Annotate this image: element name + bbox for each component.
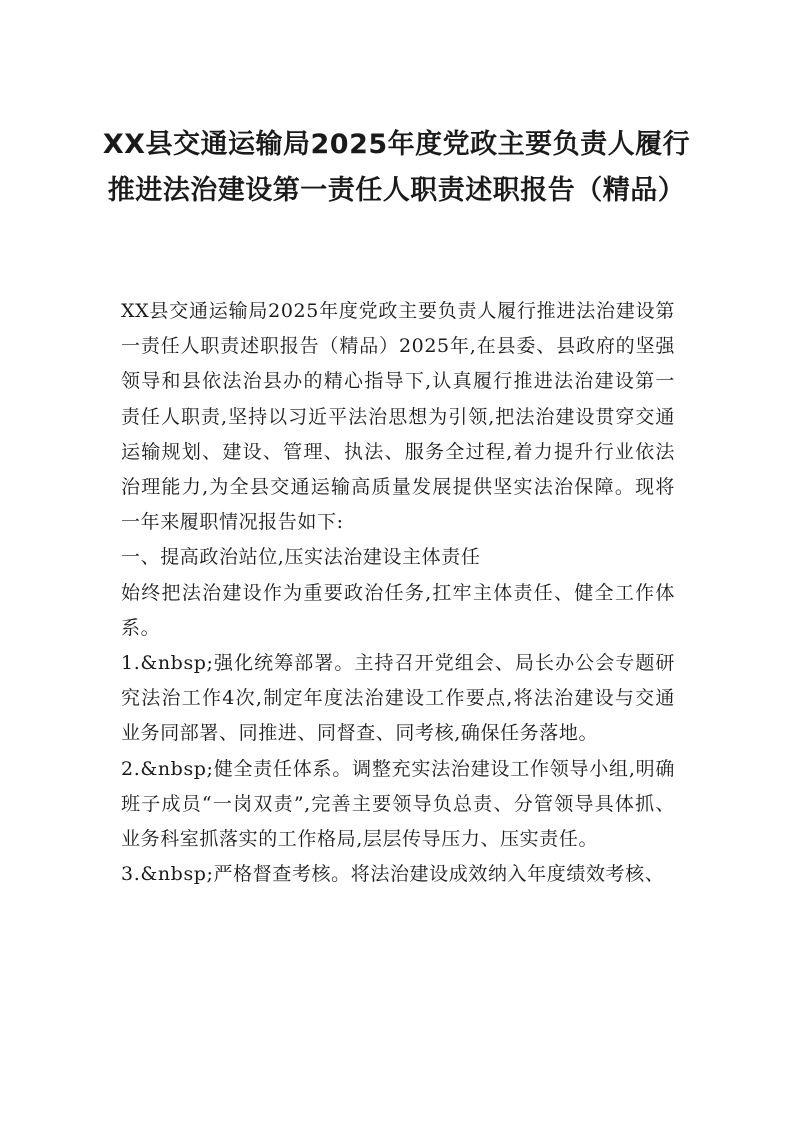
section-paragraph: 始终把法治建设作为重要政治任务,扛牢主体责任、健全工作体系。	[121, 581, 675, 639]
document-body	[121, 294, 675, 892]
document-title: XX县交通运输局2025年度党政主要负责人履行推进法治建设第一责任人职责述职报告（精品）	[102, 129, 691, 206]
list-item: 2.&nbsp;健全责任体系。调整充实法治建设工作领导小组,明确班子成员“一岗双责”,完善主要领导负总责、分管领导具体抓、业务科室抓落实的工作格局,层层传导压力、压实责任。	[121, 757, 675, 851]
intro-paragraph: XX县交通运输局2025年度党政主要负责人履行推进法治建设第一责任人职责述职报告（精品）2025年,在县委、县政府的坚强领导和县依法治县办的精心指导下,认真履行推进法治建设第一责任人职责,坚持以习近平法治思想为引领,把法治建设贯穿交通运输规划、建设、管理、执法、服务全过程,着力提升行业依法治理能力,为全县交通运输高质量发展提供坚实法治保障。现将一年来履职情况报告如下:	[121, 300, 675, 534]
section-heading: 一、提高政治站位,压实法治建设主体责任	[121, 546, 481, 569]
list-item: 1.&nbsp;强化统筹部署。主持召开党组会、局长办公会专题研究法治工作4次,制定年度法治建设工作要点,将法治建设与交通业务同部署、同推进、同督查、同考核,确保任务落地。	[121, 652, 675, 745]
list-item: 3.&nbsp;严格督查考核。将法治建设成效纳入年度绩效考核、	[121, 863, 665, 886]
